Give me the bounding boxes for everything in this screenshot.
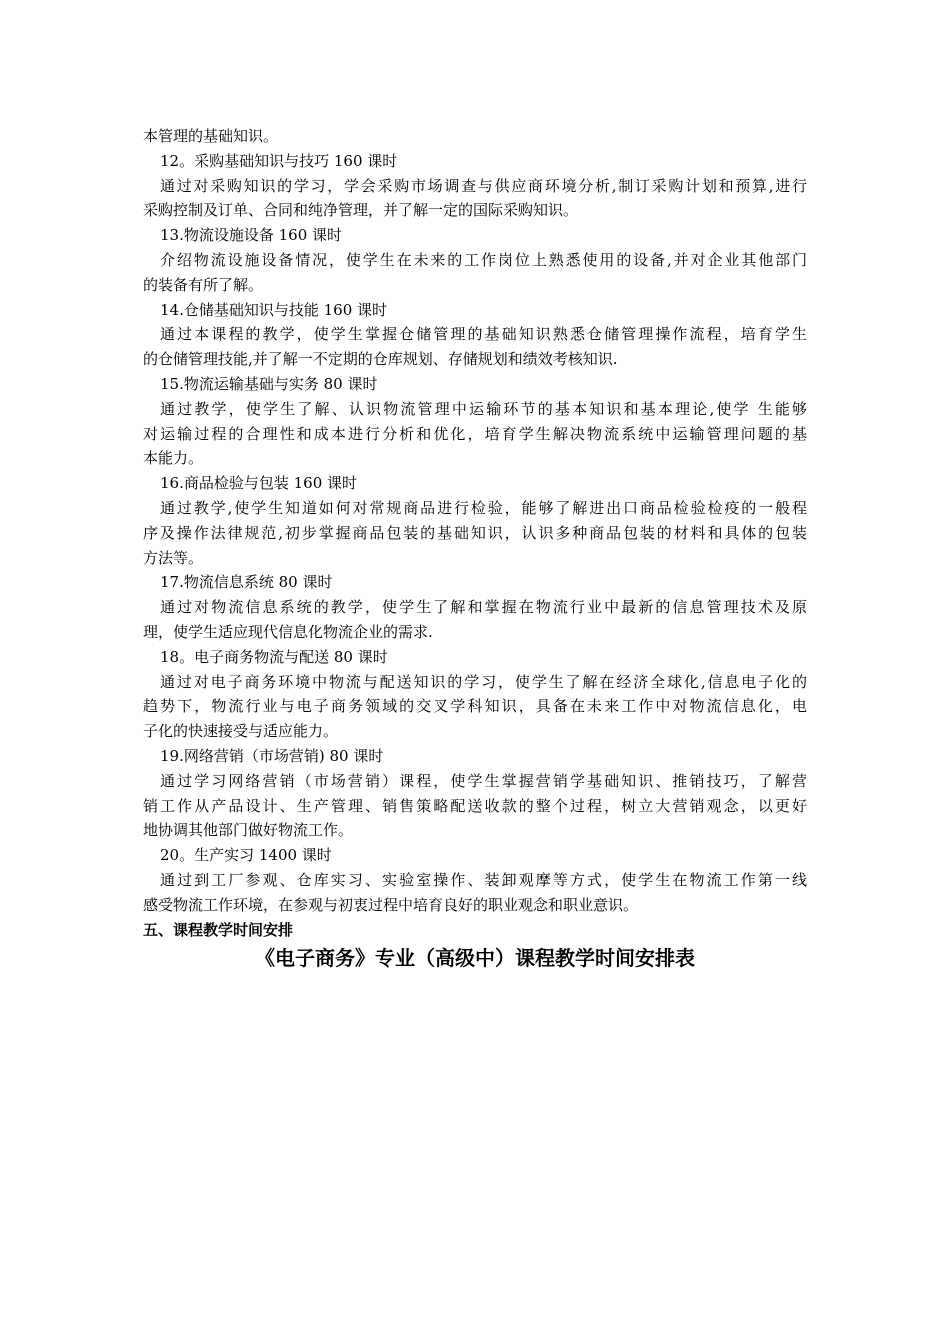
paragraph-line: 销工作从产品设计、生产管理、销售策略配送收款的整个过程，树立大营销观念，以更好 <box>143 796 807 815</box>
paragraph-line: 对运输过程的合理性和成本进行分析和优化，培育学生解决物流系统中运输管理问题的基 <box>143 424 807 443</box>
course-descriptions <box>143 124 807 918</box>
course-title: 13.物流设施设备 160 课时 <box>160 226 343 245</box>
paragraph-line: 序及操作法律规范,初步掌握商品包装的基础知识，认识多种商品包装的材料和具体的包装 <box>143 523 807 542</box>
paragraph-line: 通过对物流信息系统的教学，使学生了解和掌握在物流行业中最新的信息管理技术及原 <box>160 598 807 617</box>
paragraph-line: 采购控制及订单、合同和纯净管理，并了解一定的国际采购知识。 <box>143 201 579 220</box>
paragraph-line: 地协调其他部门做好物流工作。 <box>143 821 354 840</box>
paragraph-line: 的仓储管理技能,并了解一不定期的仓库规划、存储规划和绩效考核知识. <box>143 350 618 369</box>
course-title: 19.网络营销（市场营销) 80 课时 <box>160 746 384 765</box>
table-title: 《电子商务》专业（高级中）课程教学时间安排表 <box>255 946 695 971</box>
paragraph-line: 趋势下，物流行业与电子商务领域的交叉学科知识，具备在未来工作中对物流信息化，电 <box>143 697 807 716</box>
paragraph-line: 本能力。 <box>143 449 204 468</box>
paragraph-line: 通过对电子商务环境中物流与配送知识的学习，使学生了解在经济全球化,信息电子化的 <box>160 672 807 691</box>
document-page <box>143 124 807 972</box>
paragraph-line: 通过学习网络营销（市场营销）课程，使学生掌握营销学基础知识、推销技巧，了解营 <box>160 771 807 790</box>
paragraph-line: 通过本课程的教学，使学生掌握仓储管理的基础知识熟悉仓储管理操作流程，培育学生 <box>160 325 807 344</box>
paragraph-line: 方法等。 <box>143 548 204 567</box>
section-heading: 五、课程教学时间安排 <box>143 920 294 939</box>
paragraph-line: 通过教学，使学生了解、认识物流管理中运输环节的基本知识和基本理论,使学 生能够 <box>160 399 807 418</box>
course-title: 12。采购基础知识与技巧 160 课时 <box>160 151 398 170</box>
paragraph-line: 通过对采购知识的学习，学会采购市场调查与供应商环境分析,制订采购计划和预算,进行 <box>160 176 807 195</box>
course-title: 20。生产实习 1400 课时 <box>160 846 332 865</box>
course-title: 16.商品检验与包装 160 课时 <box>160 474 358 493</box>
paragraph-line: 通过到工厂参观、仓库实习、实验室操作、装卸观摩等方式，使学生在物流工作第一线 <box>160 870 807 889</box>
paragraph-line: 通过教学,使学生知道如何对常规商品进行检验，能够了解进出口商品检验检疫的一般程 <box>160 498 807 517</box>
paragraph-line: 子化的快速接受与适应能力。 <box>143 722 339 741</box>
course-title: 18。电子商务物流与配送 80 课时 <box>160 647 388 666</box>
course-title: 14.仓储基础知识与技能 160 课时 <box>160 300 388 319</box>
paragraph-line: 理，使学生适应现代信息化物流企业的需求. <box>143 622 433 641</box>
course-title: 17.物流信息系统 80 课时 <box>160 573 333 592</box>
paragraph-line: 感受物流工作环境，在参观与初衷过程中培育良好的职业观念和职业意识。 <box>143 895 639 914</box>
paragraph-line: 本管理的基础知识。 <box>143 127 279 145</box>
paragraph-line: 介绍物流设施设备情况，使学生在未来的工作岗位上熟悉使用的设备,并对企业其他部门 <box>160 250 807 269</box>
paragraph-line: 的装备有所了解。 <box>143 275 264 294</box>
course-title: 15.物流运输基础与实务 80 课时 <box>160 374 378 393</box>
